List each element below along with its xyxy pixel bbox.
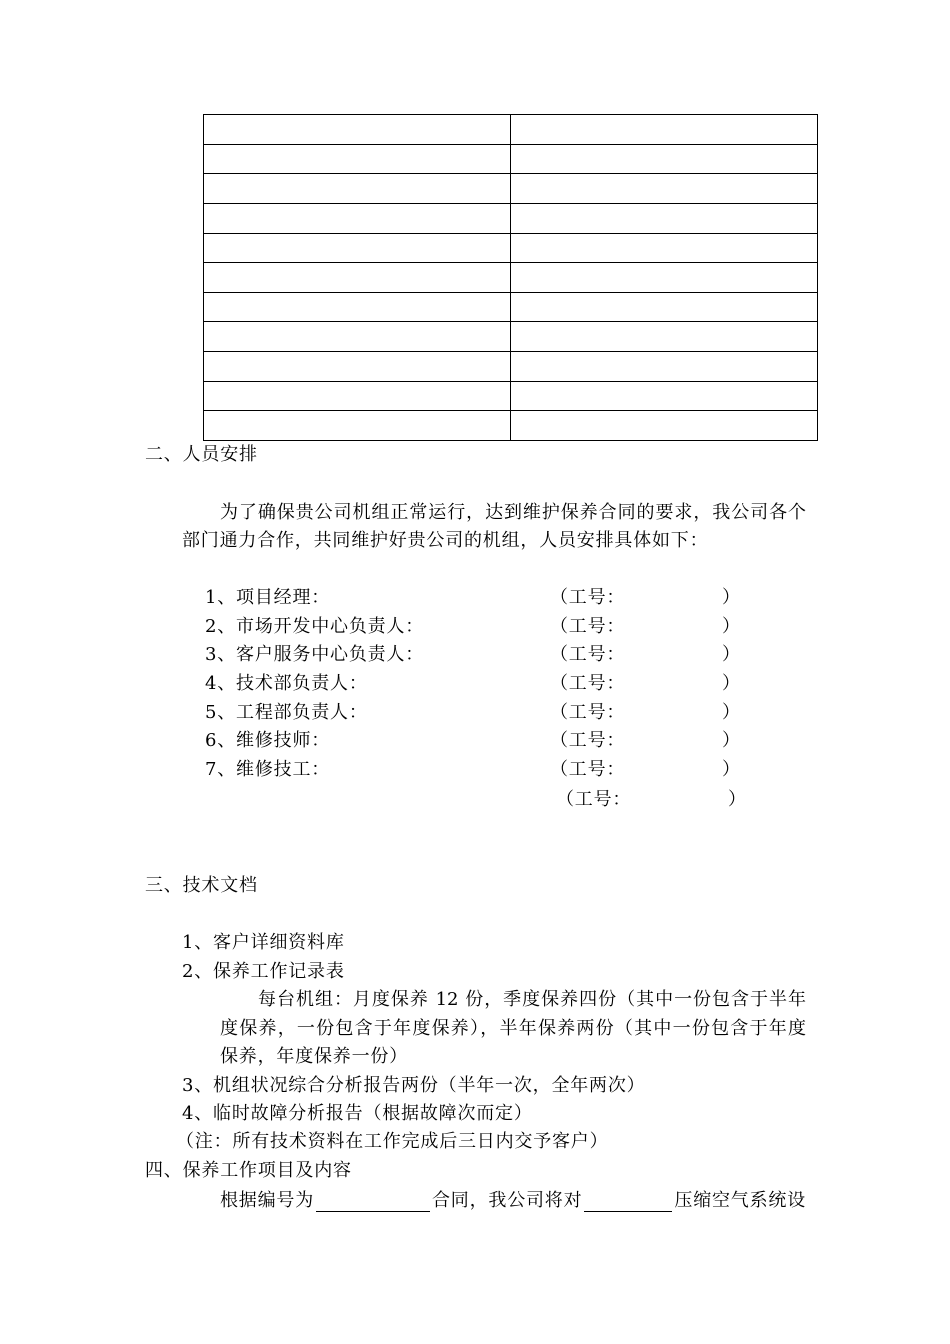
intro-line-2: 部门通力合作，共同维护好贵公司的机组，人员安排具体如下：: [182, 530, 709, 551]
section-heading-tech-docs: 三、技术文档: [145, 875, 258, 896]
table-cell: [204, 411, 511, 441]
contract-number-blank[interactable]: [316, 1190, 430, 1212]
doc-item: 1、客户详细资料库: [182, 932, 345, 953]
staff-id-close: ）: [722, 673, 741, 694]
staff-id-close: ）: [722, 730, 741, 751]
doc-item: 2、保养工作记录表: [182, 961, 345, 982]
table-cell: [511, 411, 818, 441]
table-cell: [204, 203, 511, 233]
contract-line-part-3: 压缩空气系统设: [674, 1190, 807, 1211]
table-cell: [511, 115, 818, 145]
staff-id-close: ）: [722, 759, 741, 780]
table-cell: [511, 381, 818, 411]
table-row: [204, 263, 818, 293]
table-cell: [204, 381, 511, 411]
doc-item: 3、机组状况综合分析报告两份（半年一次，全年两次）: [182, 1075, 646, 1096]
extra-id-close: ）: [728, 789, 747, 810]
staff-id-close: ）: [722, 644, 741, 665]
table-cell: [511, 144, 818, 174]
table-cell: [204, 144, 511, 174]
table-cell: [204, 233, 511, 263]
table-cell: [204, 263, 511, 293]
staff-role: 4、技术部负责人：: [205, 673, 368, 694]
table-cell: [204, 352, 511, 382]
table-row: [204, 115, 818, 145]
table-row: [204, 174, 818, 204]
staff-id-label: （工号：: [550, 730, 626, 751]
contract-line: [220, 1190, 806, 1212]
table-row: [204, 411, 818, 441]
staff-role: 3、客户服务中心负责人：: [205, 644, 425, 665]
doc-detail-line-3: 保养，年度保养一份）: [220, 1046, 408, 1067]
table-cell: [511, 233, 818, 263]
staff-id-label: （工号：: [550, 616, 626, 637]
extra-id-label: （工号：: [556, 789, 632, 810]
staff-role: 5、工程部负责人：: [205, 702, 368, 723]
doc-detail-line-2: 度保养，一份包含于年度保养），半年保养两份（其中一份包含于年度: [220, 1018, 806, 1039]
intro-line-1: 为了确保贵公司机组正常运行，达到维护保养合同的要求，我公司各个: [220, 502, 806, 523]
staff-role: 6、维修技师：: [205, 730, 331, 751]
table-cell: [511, 352, 818, 382]
contract-line-part-2: 合同，我公司将对: [432, 1190, 583, 1211]
staff-id-label: （工号：: [550, 759, 626, 780]
table-row: [204, 233, 818, 263]
table-row: [204, 322, 818, 352]
table-cell: [204, 174, 511, 204]
table-cell: [204, 115, 511, 145]
table-cell: [511, 292, 818, 322]
blank-table: [203, 114, 818, 441]
staff-id-label: （工号：: [550, 702, 626, 723]
section-heading-maintenance: 四、保养工作项目及内容: [145, 1160, 352, 1181]
staff-id-close: ）: [722, 587, 741, 608]
contract-line-part-1: 根据编号为: [220, 1190, 314, 1211]
table-cell: [511, 263, 818, 293]
table-row: [204, 292, 818, 322]
section-heading-staffing: 二、人员安排: [145, 444, 258, 465]
table-cell: [511, 322, 818, 352]
table-cell: [204, 322, 511, 352]
staff-id-label: （工号：: [550, 673, 626, 694]
table-cell: [204, 292, 511, 322]
doc-item: 4、临时故障分析报告（根据故障次而定）: [182, 1103, 533, 1124]
client-name-blank[interactable]: [584, 1190, 672, 1212]
staff-id-label: （工号：: [550, 587, 626, 608]
table-row: [204, 381, 818, 411]
staff-role: 2、市场开发中心负责人：: [205, 616, 425, 637]
staff-id-close: ）: [722, 616, 741, 637]
staff-id-close: ）: [722, 702, 741, 723]
table-cell: [511, 174, 818, 204]
doc-detail-line-1: 每台机组：月度保养 12 份，季度保养四份（其中一份包含于半年: [258, 989, 806, 1010]
staff-role: 7、维修技工：: [205, 759, 331, 780]
staff-role: 1、项目经理：: [205, 587, 331, 608]
table-row: [204, 144, 818, 174]
table-cell: [511, 203, 818, 233]
table-row: [204, 203, 818, 233]
staff-id-label: （工号：: [550, 644, 626, 665]
table-row: [204, 352, 818, 382]
doc-note: （注：所有技术资料在工作完成后三日内交予客户）: [176, 1131, 609, 1152]
